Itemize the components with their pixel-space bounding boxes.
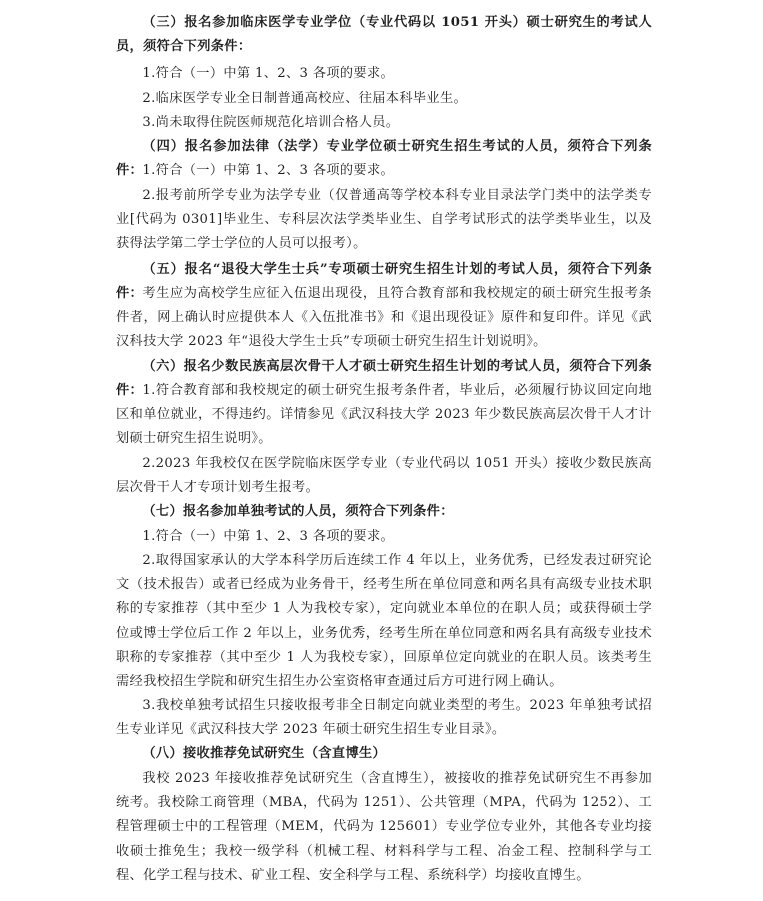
list-item: 2.取得国家承认的大学本科学历后连续工作 4 年以上，业务优秀，已经发表过研究论文（技术报告）或者已经成为业务骨干，经考生所在单位同意和两名具有高级专业技术职称的专家推荐（其中至少 1 人为我校专家），定向就业本单位的在职人员；或获得硕士学位或博士学位后工作 2 年以上，业务优秀，经考生所在单位同意和两名具有高级专业技术职称的专家推荐（其中至少 1 人为我校专家），回原单位定向就业的在职人员。该类考生需经我校招生学院和研究生招生办公室资格审查通过后方可进行网上确认。	[116, 553, 652, 690]
section-heading-7: （七）报名参加单独考试的人员，须符合下列条件：	[142, 504, 454, 519]
list-item: 2.临床医学专业全日制普通高校应、往届本科毕业生。	[142, 91, 468, 106]
list-item: 1.符合（一）中第 1、2、3 各项的要求。	[142, 529, 395, 544]
section-heading-4: （四）报名参加法律（法学）专业学位硕士研究生招生考试的人员，须符合下列条件：	[116, 139, 652, 179]
section-heading-8: （八）接收推荐免试研究生（含直博生）	[142, 746, 387, 761]
section-heading-3: （三）报名参加临床医学专业学位（专业代码以 1051 开头）硕士研究生的考试人员，须符合下列条件：	[116, 15, 652, 55]
list-item: 考生应为高校学生应征入伍退出现役，且符合教育部和我校规定的硕士研究生报考条件者，网上确认时应提供本人《入伍批准书》和《退出现役证》原件和复印件。详见《武汉科技大学 2023 年“退役大学生士兵”专项硕士研究生招生计划说明》。	[116, 286, 652, 350]
list-item: 1.符合教育部和我校规定的硕士研究生报考条件者，毕业后，必须履行协议回定向地区和单位就业，不得违约。详情参见《武汉科技大学 2023 年少数民族高层次骨干人才计划硕士研究生招生说明》。	[116, 383, 652, 447]
section-heading-6: （六）报名少数民族高层次骨干人才硕士研究生招生计划的考试人员，须符合下列条件：	[116, 359, 652, 399]
list-item: 2.2023 年我校仅在医学院临床医学专业（专业代码以 1051 开头）接收少数民族高层次骨干人才专项计划考生报考。	[116, 456, 652, 496]
list-item: 3.尚未取得住院医师规范化培训合格人员。	[142, 115, 400, 130]
list-item: 我校 2023 年接收推荐免试研究生（含直博生），被接收的推荐免试研究生不再参加统考。我校除工商管理（MBA，代码为 1251）、公共管理（MPA，代码为 1252）、工程管理硕士中的工程管理（MEM，代码为 125601）专业学位专业外，其他各专业均接收硕士推免生；我校一级学科（机械工程、材料科学与工程、冶金工程、控制科学与工程、化学工程与技术、矿业工程、安全科学与工程、系统科学）均接收直博生。	[116, 771, 652, 883]
list-item: 1.符合（一）中第 1、2、3 各项的要求。	[142, 163, 395, 178]
section-heading-5: （五）报名“退役大学生士兵”专项硕士研究生招生计划的考试人员，须符合下列条件：	[116, 262, 652, 302]
list-item: 2.报考前所学专业为法学专业（仅普通高等学校本科专业目录法学门类中的法学类专业[代码为 0301]毕业生、专科层次法学类毕业生、自学考试形式的法学类毕业生，以及获得法学第二学士学位的人员可以报考）。	[116, 188, 652, 252]
list-item: 3.我校单独考试招生只接收报考非全日制定向就业类型的考生。2023 年单独考试招生专业详见《武汉科技大学 2023 年硕士研究生招生专业目录》。	[116, 698, 652, 738]
list-item: 1.符合（一）中第 1、2、3 各项的要求。	[142, 66, 395, 81]
